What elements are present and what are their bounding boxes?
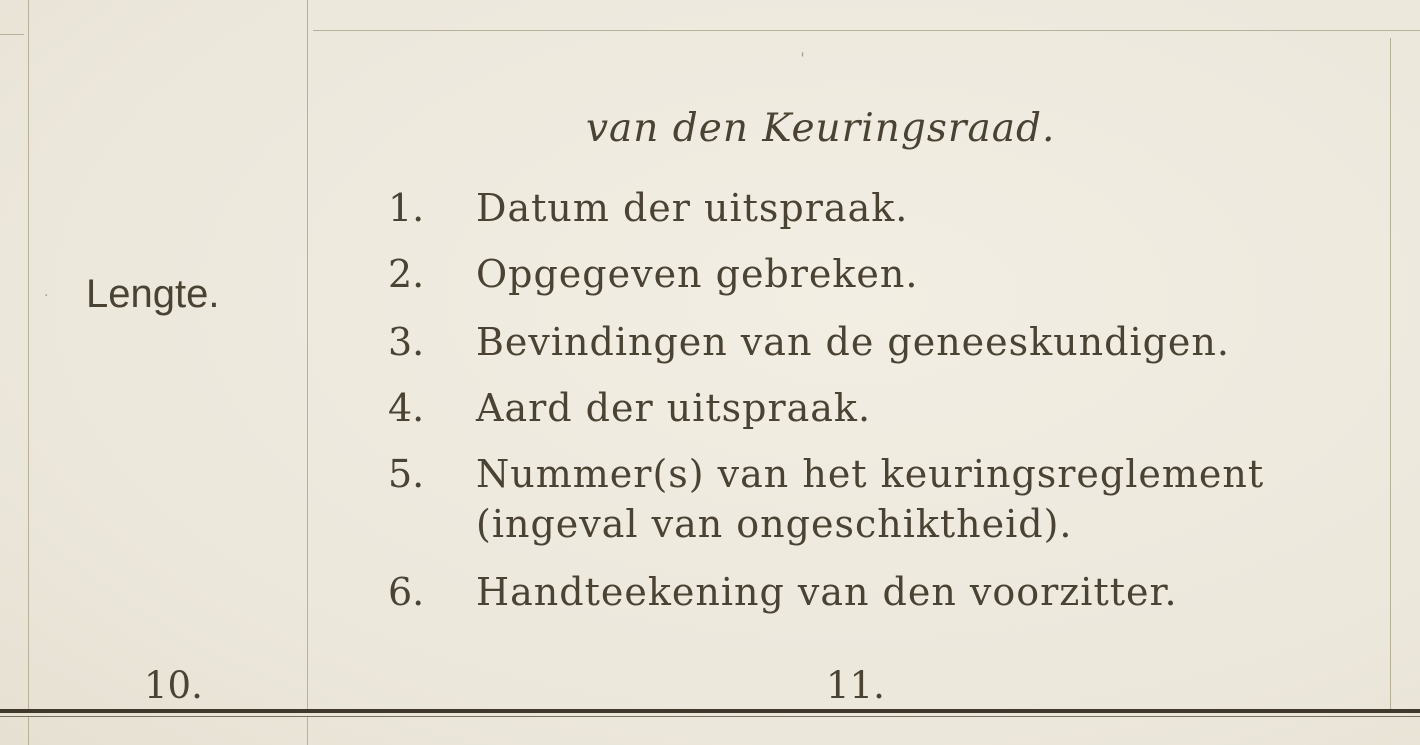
column-divider-middle-lower (307, 716, 308, 745)
list-item-text: Bevindingen van de geneeskundigen. (476, 320, 1230, 364)
list-item-number: 6. (388, 570, 425, 614)
section-heading: van den Keuringsraad. (586, 106, 1056, 151)
column-divider-left-lower (28, 716, 29, 745)
column-number-right: 11. (826, 664, 885, 707)
list-item-number: 5. (388, 452, 425, 496)
ink-speck: · (44, 288, 49, 304)
list-item-number: 2. (388, 252, 425, 296)
column-divider-left (28, 0, 29, 712)
list-item-number: 1. (388, 186, 425, 230)
column-divider-right (1390, 38, 1391, 712)
list-item-text: Datum der uitspraak. (476, 186, 909, 230)
list-item-text-continuation: (ingeval van ongeschiktheid). (476, 502, 1073, 546)
column-divider-middle (307, 0, 308, 712)
ink-speck: ˈ (800, 50, 805, 71)
thin-bottom-rule (0, 716, 1420, 717)
column-number-left: 10. (144, 664, 203, 707)
column-label-lengte: Lengte. (86, 272, 220, 316)
list-item-text: Nummer(s) van het keuringsreglement (476, 452, 1265, 496)
top-rule-left (0, 34, 24, 35)
top-rule-right (313, 30, 1420, 31)
list-item-number: 3. (388, 320, 425, 364)
list-item-text: Handteekening van den voorzitter. (476, 570, 1178, 614)
list-item-text: Opgegeven gebreken. (476, 252, 919, 296)
thick-bottom-rule (0, 709, 1420, 713)
list-item-number: 4. (388, 386, 425, 430)
list-item-text: Aard der uitspraak. (476, 386, 872, 430)
